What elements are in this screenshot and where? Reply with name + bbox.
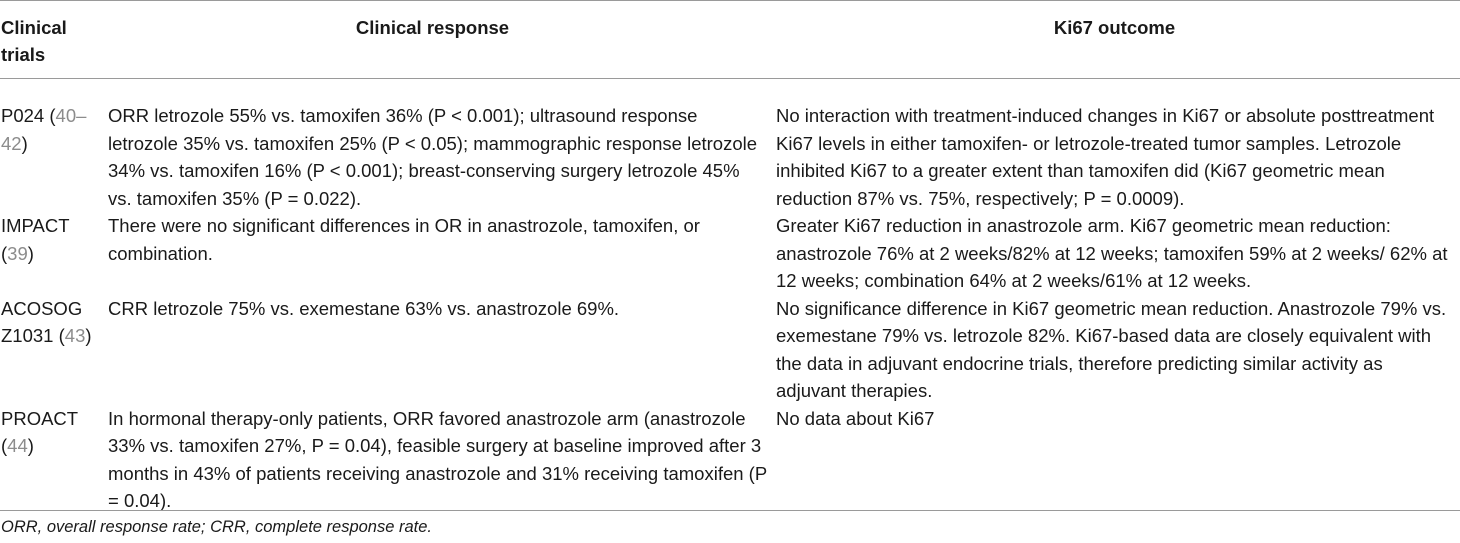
trial-cell: IMPACT (39) bbox=[1, 215, 70, 264]
table-row bbox=[0, 79, 1460, 213]
ki67-cell: No significance difference in Ki67 geometric mean reduction. Anastrozole 79% vs. exemestane 79% vs. letrozole 82%. Ki67-based data are closely equivalent with the data in adjuvant endocrine trials, therefore predicting similar activity as adjuvant therapies. bbox=[776, 297, 1447, 401]
response-cell: In hormonal therapy-only patients, ORR favored anastrozole arm (anastrozole 33% vs. tamoxifen 27%, P = 0.04), feasible surgery at baseline improved after 3 months in 43% of patients receiving anastrozole and 31% receiving tamoxifen (P = 0.04). bbox=[108, 407, 767, 511]
table-row bbox=[0, 295, 1460, 405]
trial-name: ACOSOG Z1031 bbox=[1, 297, 83, 346]
table-row bbox=[0, 405, 1460, 525]
ki67-cell: No interaction with treatment-induced changes in Ki67 or absolute posttreatment Ki67 levels in either tamoxifen- or letrozole-treated tumor samples. Letrozole inhibited Ki67 to a greater extent than tamoxifen did (Ki67 geometric mean reduction 87% vs. 75%, respectively; P = 0.0009). bbox=[776, 105, 1435, 209]
trial-cell: P024 (40–42) bbox=[1, 105, 87, 154]
ki67-cell: Greater Ki67 reduction in anastrozole arm. Ki67 geometric mean reduction: anastrozole 76% at 2 weeks/82% at 12 weeks; tamoxifen 59% at 2 weeks/ 62% at 12 weeks; combination 64% at 2 weeks/61% at 12 weeks. bbox=[776, 215, 1448, 291]
table-body bbox=[0, 79, 1460, 525]
response-cell: ORR letrozole 55% vs. tamoxifen 36% (P < 0.001); ultrasound response letrozole 35% vs. tamoxifen 25% (P < 0.05); mammographic response letrozole 34% vs. tamoxifen 16% (P < 0.001); breast-conserving surgery letrozole 45% vs. tamoxifen 35% (P = 0.022). bbox=[108, 105, 758, 209]
header-row bbox=[0, 1, 1460, 79]
table-row bbox=[0, 212, 1460, 295]
trial-reference-link[interactable]: 44 bbox=[7, 435, 28, 456]
trial-reference-link[interactable]: 40–42 bbox=[1, 105, 87, 154]
response-cell: There were no significant differences in OR in anastrozole, tamoxifen, or combination. bbox=[108, 215, 700, 264]
table-header bbox=[0, 1, 1460, 79]
response-cell: CRR letrozole 75% vs. exemestane 63% vs. anastrozole 69%. bbox=[108, 297, 620, 319]
trial-name: PROACT bbox=[1, 407, 78, 429]
trial-cell: ACOSOG Z1031 (43) bbox=[1, 297, 92, 346]
header-clinical-trials: Clinical trials bbox=[0, 1, 96, 79]
trial-reference-link[interactable]: 43 bbox=[64, 325, 86, 346]
trial-reference-link[interactable]: 39 bbox=[7, 242, 28, 264]
ki67-cell: No data about Ki67 bbox=[776, 407, 935, 429]
trial-cell: PROACT (44) bbox=[1, 407, 78, 456]
header-clinical-response: Clinical response bbox=[96, 1, 772, 79]
trial-name: P024 bbox=[1, 105, 45, 126]
table-footnote: ORR, overall response rate; CRR, complete response rate. bbox=[1, 518, 433, 536]
trial-name: IMPACT bbox=[1, 215, 70, 236]
table-bottom-rule bbox=[0, 510, 1460, 511]
header-ki67-outcome: Ki67 outcome bbox=[772, 1, 1460, 79]
